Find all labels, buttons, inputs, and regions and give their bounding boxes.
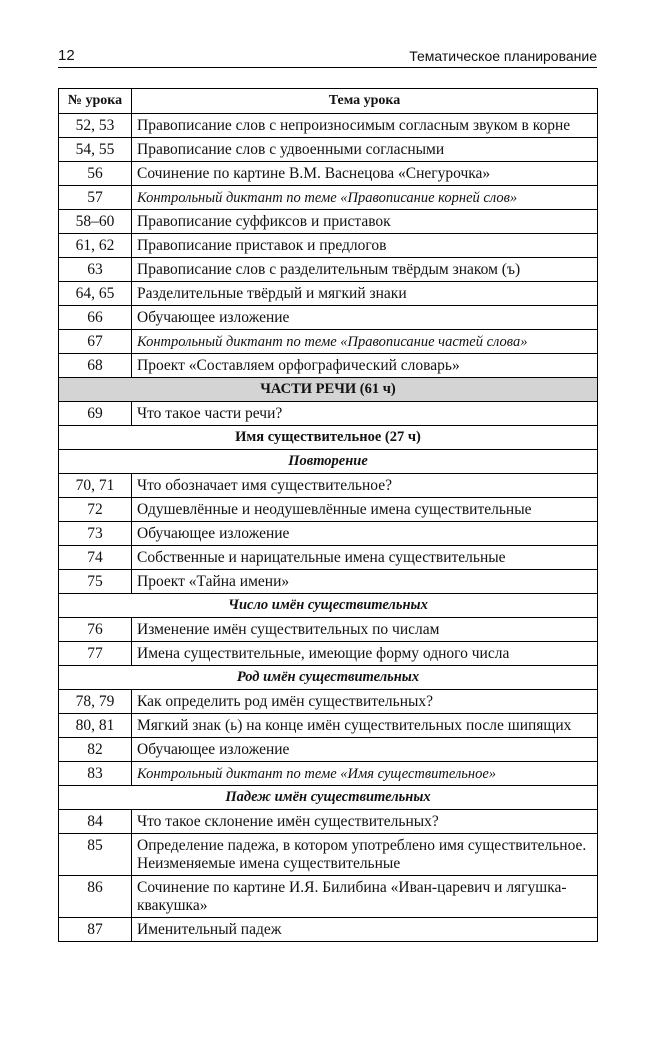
lesson-topic: Правописание слов с непроизносимым согласным звуком в корне (132, 114, 598, 138)
lesson-topic: Мягкий знак (ь) на конце имён существительных после шипящих (132, 714, 598, 738)
table-row (59, 138, 598, 162)
lesson-number: 77 (59, 642, 132, 666)
lesson-number: 68 (59, 354, 132, 378)
lesson-topic: Правописание слов с удвоенными согласными (132, 138, 598, 162)
lesson-number: 58–60 (59, 210, 132, 234)
lesson-number: 87 (59, 918, 132, 942)
running-title: Тематическое планирование (409, 48, 597, 64)
column-header-topic: Тема урока (132, 89, 598, 114)
page-number: 12 (58, 47, 75, 64)
lesson-number: 61, 62 (59, 234, 132, 258)
table-row (59, 570, 598, 594)
table-row (59, 306, 598, 330)
lesson-topic: Правописание слов с разделительным твёрдым знаком (ъ) (132, 258, 598, 282)
table-row (59, 522, 598, 546)
section-title: Род имён существительных (59, 666, 598, 690)
table-row (59, 690, 598, 714)
section-title: ЧАСТИ РЕЧИ (61 ч) (59, 378, 598, 402)
table-row (59, 498, 598, 522)
lesson-number: 75 (59, 570, 132, 594)
lesson-topic: Изменение имён существительных по числам (132, 618, 598, 642)
lesson-number: 86 (59, 876, 132, 918)
table-body (59, 114, 598, 942)
lesson-topic: Определение падежа, в котором употреблено имя существительное. Неизменяемые имена существительные (132, 834, 598, 876)
lesson-number: 64, 65 (59, 282, 132, 306)
section-title: Число имён существительных (59, 594, 598, 618)
lesson-number: 72 (59, 498, 132, 522)
lesson-number: 78, 79 (59, 690, 132, 714)
lesson-topic: Что такое части речи? (132, 402, 598, 426)
table-row (59, 258, 598, 282)
section-header-row (59, 450, 598, 474)
lesson-topic: Имена существительные, имеющие форму одного числа (132, 642, 598, 666)
table-row (59, 114, 598, 138)
lesson-topic: Обучающее изложение (132, 738, 598, 762)
lesson-topic: Обучающее изложение (132, 522, 598, 546)
table-row (59, 402, 598, 426)
section-title: Имя существительное (27 ч) (59, 426, 598, 450)
lesson-topic: Разделительные твёрдый и мягкий знаки (132, 282, 598, 306)
lesson-number: 82 (59, 738, 132, 762)
lesson-number: 73 (59, 522, 132, 546)
table-row (59, 918, 598, 942)
lesson-number: 83 (59, 762, 132, 786)
table-row (59, 810, 598, 834)
table-row (59, 186, 598, 210)
section-header-row (59, 594, 598, 618)
table-row (59, 876, 598, 918)
section-title: Падеж имён существительных (59, 786, 598, 810)
lesson-topic: Контрольный диктант по теме «Правописание частей слова» (132, 330, 598, 354)
lesson-topic: Правописание суффиксов и приставок (132, 210, 598, 234)
table-row (59, 642, 598, 666)
table-header-row (59, 89, 598, 114)
lesson-number: 54, 55 (59, 138, 132, 162)
table-row (59, 234, 598, 258)
lesson-topic: Контрольный диктант по теме «Правописание корней слов» (132, 186, 598, 210)
table-row (59, 282, 598, 306)
table-row (59, 834, 598, 876)
lesson-number: 57 (59, 186, 132, 210)
section-header-row (59, 786, 598, 810)
table-row (59, 546, 598, 570)
lesson-number: 74 (59, 546, 132, 570)
lesson-plan-table (58, 88, 598, 942)
lesson-number: 63 (59, 258, 132, 282)
lesson-number: 56 (59, 162, 132, 186)
lesson-topic: Что такое склонение имён существительных? (132, 810, 598, 834)
table-row (59, 762, 598, 786)
lesson-number: 67 (59, 330, 132, 354)
lesson-number: 66 (59, 306, 132, 330)
table-row (59, 354, 598, 378)
lesson-topic: Правописание приставок и предлогов (132, 234, 598, 258)
lesson-number: 84 (59, 810, 132, 834)
table-row (59, 714, 598, 738)
page-header (58, 47, 597, 68)
lesson-topic: Одушевлённые и неодушевлённые имена существительные (132, 498, 598, 522)
lesson-number: 85 (59, 834, 132, 876)
lesson-number: 70, 71 (59, 474, 132, 498)
column-header-number: № урока (59, 89, 132, 114)
lesson-number: 80, 81 (59, 714, 132, 738)
section-title: Повторение (59, 450, 598, 474)
lesson-topic: Проект «Составляем орфографический словарь» (132, 354, 598, 378)
lesson-topic: Контрольный диктант по теме «Имя существительное» (132, 762, 598, 786)
lesson-topic: Что обозначает имя существительное? (132, 474, 598, 498)
lesson-topic: Именительный падеж (132, 918, 598, 942)
lesson-topic: Обучающее изложение (132, 306, 598, 330)
table-row (59, 738, 598, 762)
table-row (59, 474, 598, 498)
lesson-number: 69 (59, 402, 132, 426)
table-row (59, 330, 598, 354)
table-row (59, 162, 598, 186)
lesson-topic: Сочинение по картине В.М. Васнецова «Снегурочка» (132, 162, 598, 186)
lesson-topic: Сочинение по картине И.Я. Билибина «Иван-царевич и лягушка-квакушка» (132, 876, 598, 918)
table-row (59, 618, 598, 642)
lesson-number: 52, 53 (59, 114, 132, 138)
section-header-row (59, 378, 598, 402)
section-header-row (59, 666, 598, 690)
lesson-number: 76 (59, 618, 132, 642)
lesson-topic: Собственные и нарицательные имена существительные (132, 546, 598, 570)
lesson-topic: Как определить род имён существительных? (132, 690, 598, 714)
section-header-row (59, 426, 598, 450)
table-row (59, 210, 598, 234)
lesson-topic: Проект «Тайна имени» (132, 570, 598, 594)
